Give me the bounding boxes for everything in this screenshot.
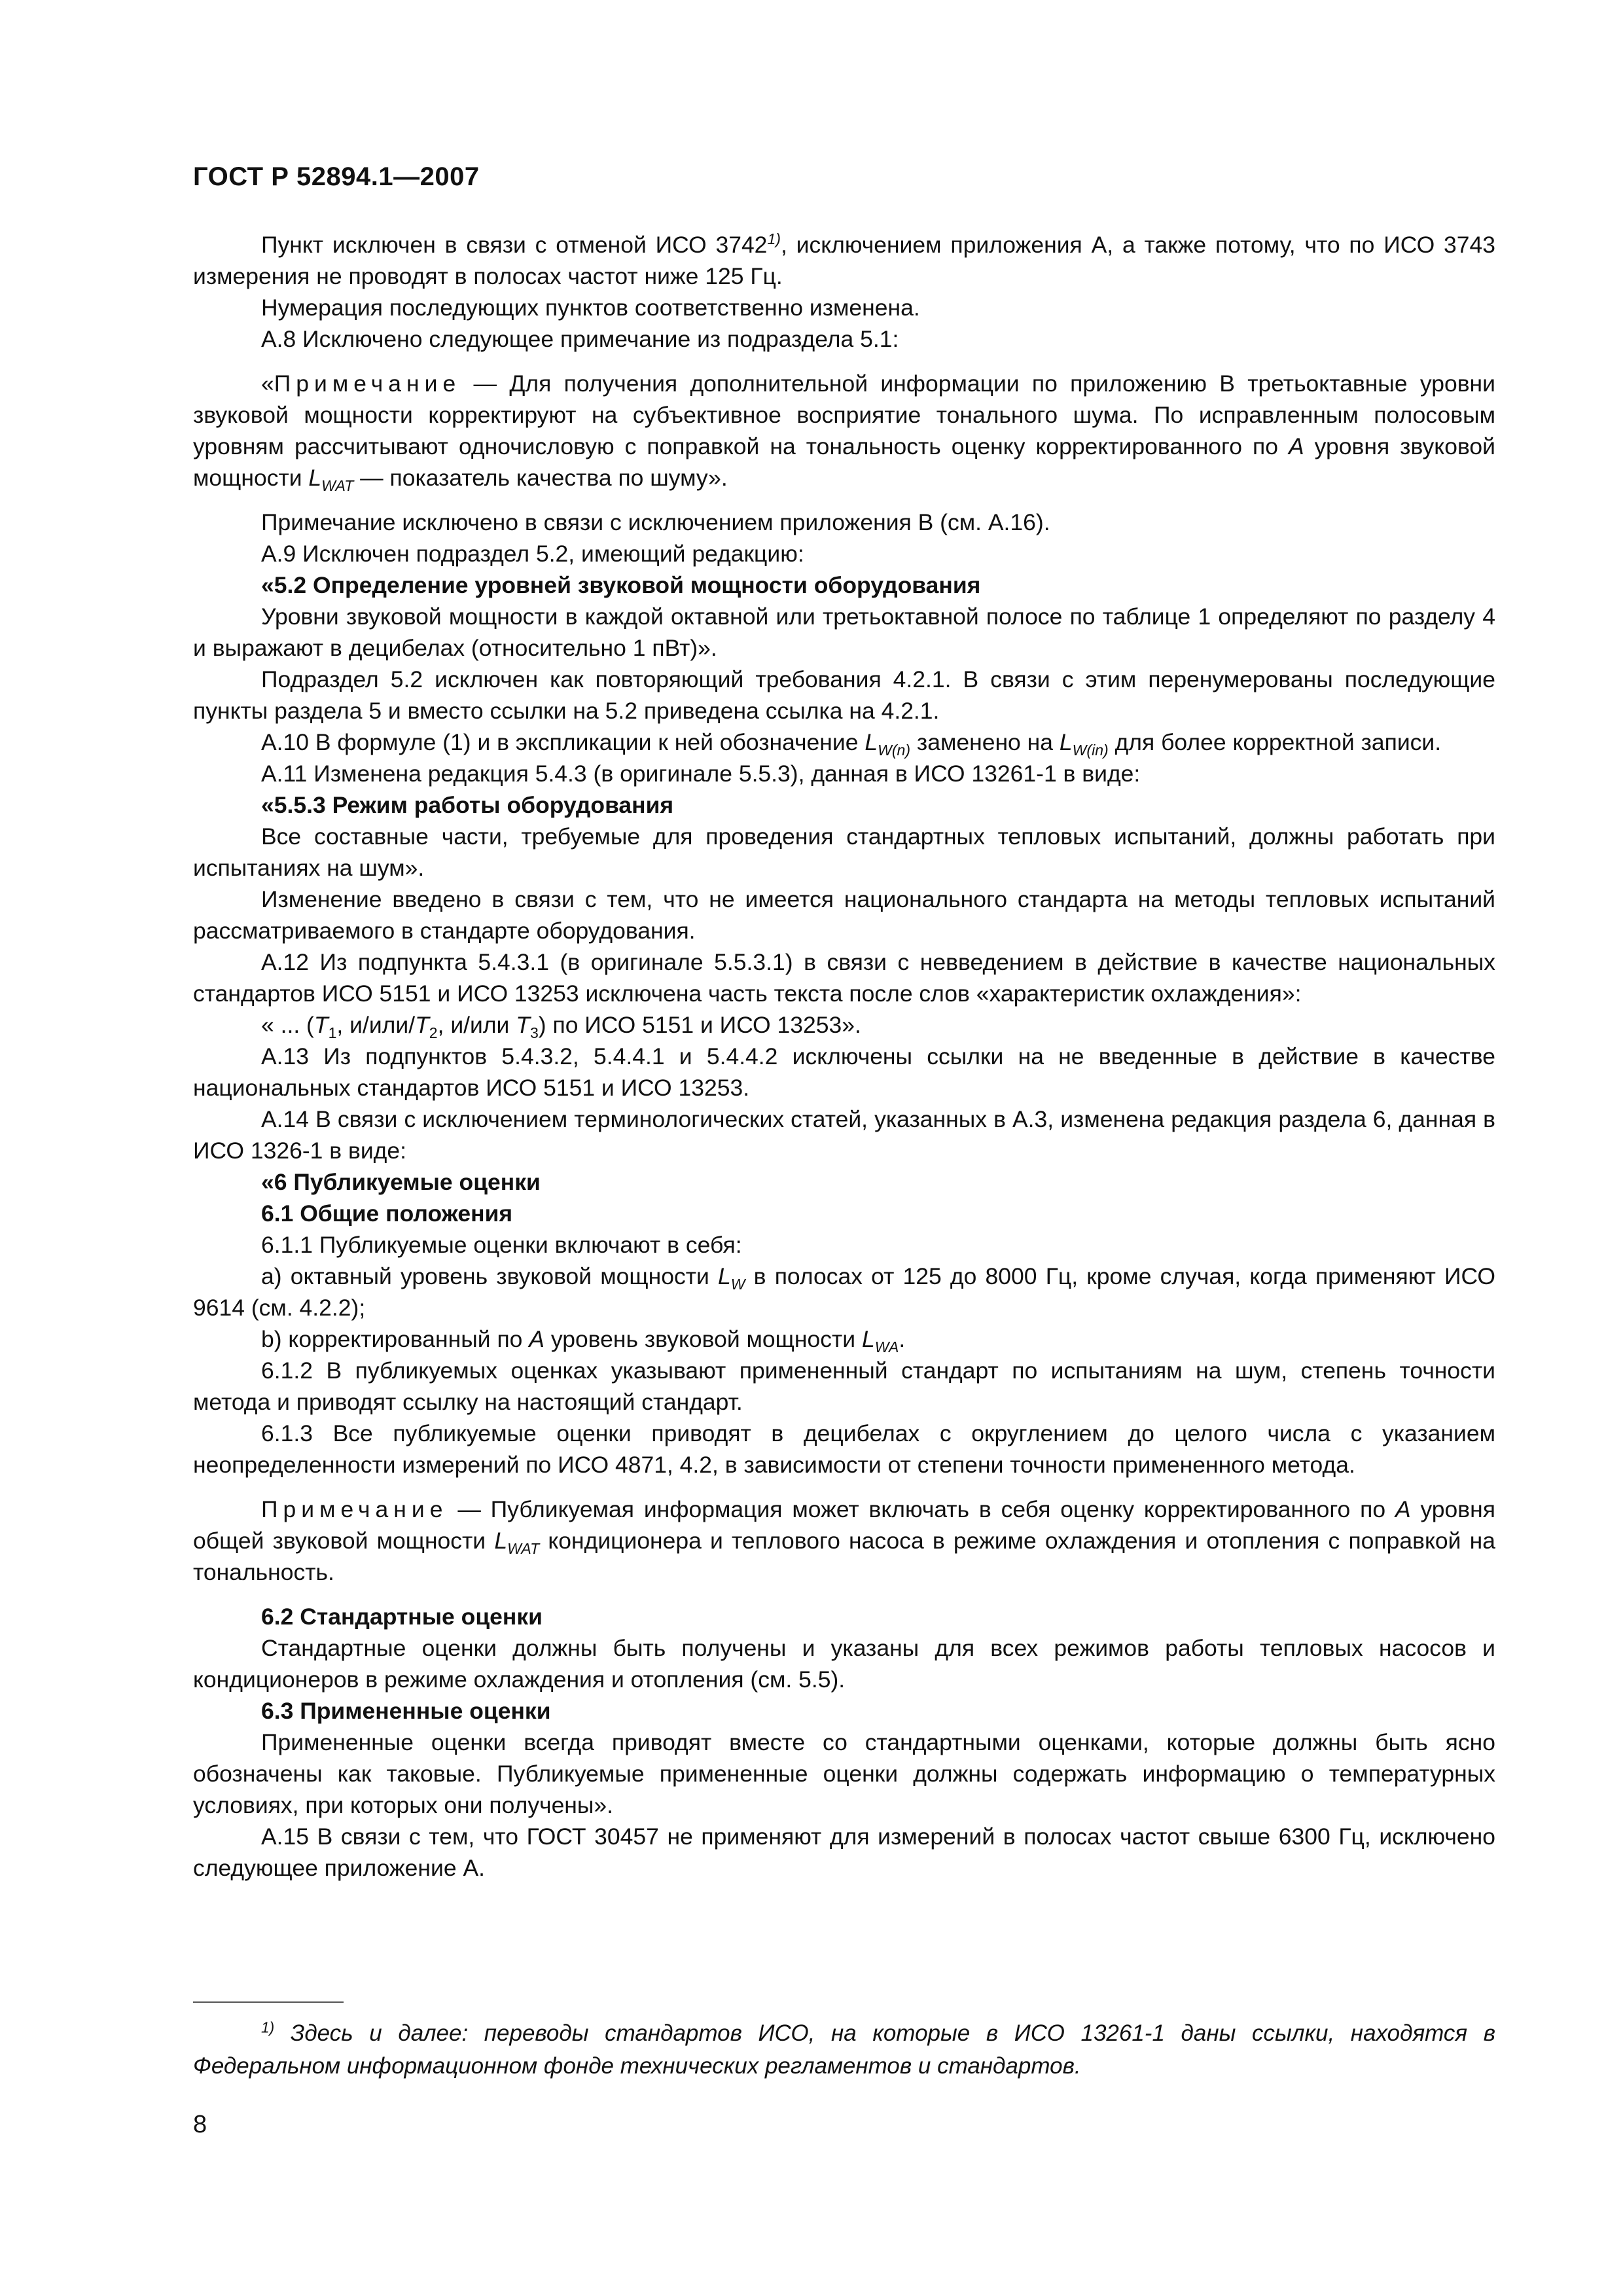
note-label: Примечание <box>261 1496 448 1522</box>
list-item-a: а) октавный уровень звуковой мощности $L_W$ в полосах от 125 до 8000 Гц, кроме случая, когда применяют ИСО 9614 (см. 4.2.2); <box>193 1263 1495 1321</box>
paragraph-6-1-3: 6.1.3 Все публикуемые оценки приводят в децибелах с округлением до целого числа с указанием неопределенности измерений по ИСО 4871, 4.2, в зависимости от степени точности примененного метода. <box>193 1420 1495 1478</box>
paragraph-a15: А.15 В связи с тем, что ГОСТ 30457 не применяют для измерений в полосах частот свыше 6300 Гц, исключено следующее приложение А. <box>193 1823 1495 1881</box>
heading-5-2: «5.2 Определение уровней звуковой мощности оборудования <box>261 572 981 598</box>
list-item-b: b) корректированный по А уровень звуковой мощности $L_{WA}$. <box>261 1326 906 1356</box>
heading-6-2: 6.2 Стандартные оценки <box>261 1604 543 1630</box>
heading-6: «6 Публикуемые оценки <box>261 1169 541 1195</box>
heading-6-1: 6.1 Общие положения <box>261 1200 513 1227</box>
paragraph-a8: А.8 Исключено следующее примечание из подраздела 5.1: <box>261 326 899 352</box>
paragraph-5-5-3-text: Все составные части, требуемые для проведения стандартных тепловых испытаний, должны работать при испытаниях на шум». <box>193 823 1495 881</box>
paragraph-a14: А.14 В связи с исключением терминологических статей, указанных в А.3, изменена редакция раздела 6, данная в ИСО 1326-1 в виде: <box>193 1106 1495 1164</box>
paragraph-note-removed: Примечание исключено в связи с исключением приложения В (см. А.16). <box>261 509 1050 535</box>
paragraph-1: Пункт исключен в связи с отменой ИСО 3742$^{1)}$, исключением приложения А, а также потому, что по ИСО 3743 измерения не проводят в полосах частот ниже 125 Гц. <box>193 230 1495 289</box>
paragraph-a12: А.12 Из подпункта 5.4.3.1 (в оригинале 5.5.3.1) в связи с невведением в действие в качестве национальных стандартов ИСО 5151 и ИСО 13253 исключена часть текста после слов «характеристик охлаждения»: <box>193 949 1495 1007</box>
page-number: 8 <box>193 2111 207 2138</box>
paragraph-removed-text: « ... ($T_1$, $и/или/T_2$, и/или $T_3$) по ИСО 5151 и ИСО 13253». <box>261 1012 861 1042</box>
heading-5-5-3: «5.5.3 Режим работы оборудования <box>261 792 674 818</box>
note-publishable: Примечание — Публикуемая информация может включать в себя оценку корректированного по А уровня общей звуковой мощности $L_{WAT}$ кондиционера и теплового насоса в режиме охлаждения и отопления с поправкой на тональность. <box>193 1496 1496 1585</box>
paragraph-2: Нумерация последующих пунктов соответственно изменена. <box>261 295 920 321</box>
paragraph-a9: А.9 Исключен подраздел 5.2, имеющий редакцию: <box>261 541 804 567</box>
footnote-ref[interactable]: 1) <box>767 230 781 248</box>
heading-6-3: 6.3 Примененные оценки <box>261 1698 551 1724</box>
paragraph-6-2-text: Стандартные оценки должны быть получены и указаны для всех режимов работы тепловых насосов и кондиционеров в режиме охлаждения и отопления (см. 5.5). <box>193 1635 1495 1693</box>
footnote-marker: 1) <box>261 2018 275 2036</box>
document-header: ГОСТ Р 52894.1—2007 <box>193 162 480 191</box>
paragraph-5-2-text: Уровни звуковой мощности в каждой октавной или третьоктавной полосе по таблице 1 определяют по разделу 4 и выражают в децибелах (относительно 1 пВт)». <box>193 603 1495 661</box>
document-body <box>193 229 1495 1884</box>
note-label: Примечание <box>274 370 461 397</box>
paragraph-5-2-removed: Подраздел 5.2 исключен как повторяющий требования 4.2.1. В связи с этим перенумерованы последующие пункты раздела 5 и вместо ссылки на 5.2 приведена ссылка на 4.2.1. <box>193 666 1495 724</box>
paragraph-a13: А.13 Из подпунктов 5.4.3.2, 5.4.4.1 и 5.4.4.2 исключены ссылки на не введенные в действие в качестве национальных стандартов ИСО 5151 и ИСО 13253. <box>193 1043 1495 1101</box>
paragraph-6-3-text: Примененные оценки всегда приводят вместе со стандартными оценками, которые должны быть ясно обозначены как таковые. Публикуемые примененные оценки должны содержать информацию о температурных условиях, при которых они получены». <box>193 1729 1495 1818</box>
paragraph-a10: А.10 В формуле (1) и в экспликации к ней обозначение $L_{W(n)}$ заменено на $L_{W(in)}$ для более корректной записи. <box>261 729 1442 759</box>
paragraph-6-1-1: 6.1.1 Публикуемые оценки включают в себя: <box>261 1232 742 1258</box>
paragraph-change-reason: Изменение введено в связи с тем, что не имеется национального стандарта на методы тепловых испытаний рассматриваемого в стандарте оборудования. <box>193 886 1495 944</box>
footnote: $^{1)}$ Здесь и далее: переводы стандартов ИСО, на которые в ИСО 13261-1 даны ссылки, находятся в Федеральном информационном фонде технических регламентов и стандартов. <box>193 2018 1495 2079</box>
note-quoted: «Примечание — Для получения дополнительной информации по приложению В третьоктавные уровни звуковой мощности корректируют на субъективное восприятие тонального шума. По исправленным полосовым уровням рассчитывают одночисловую с поправкой на тональность оценку корректированного по А уровня звуковой мощности $L_{WAT}$ — показатель качества по шуму». <box>193 370 1495 495</box>
paragraph-6-1-2: 6.1.2 В публикуемых оценках указывают примененный стандарт по испытаниям на шум, степень точности метода и приводят ссылку на настоящий стандарт. <box>193 1357 1495 1415</box>
paragraph-a11: А.11 Изменена редакция 5.4.3 (в оригинале 5.5.3), данная в ИСО 13261-1 в виде: <box>261 761 1141 787</box>
footnote-divider <box>193 2001 344 2003</box>
